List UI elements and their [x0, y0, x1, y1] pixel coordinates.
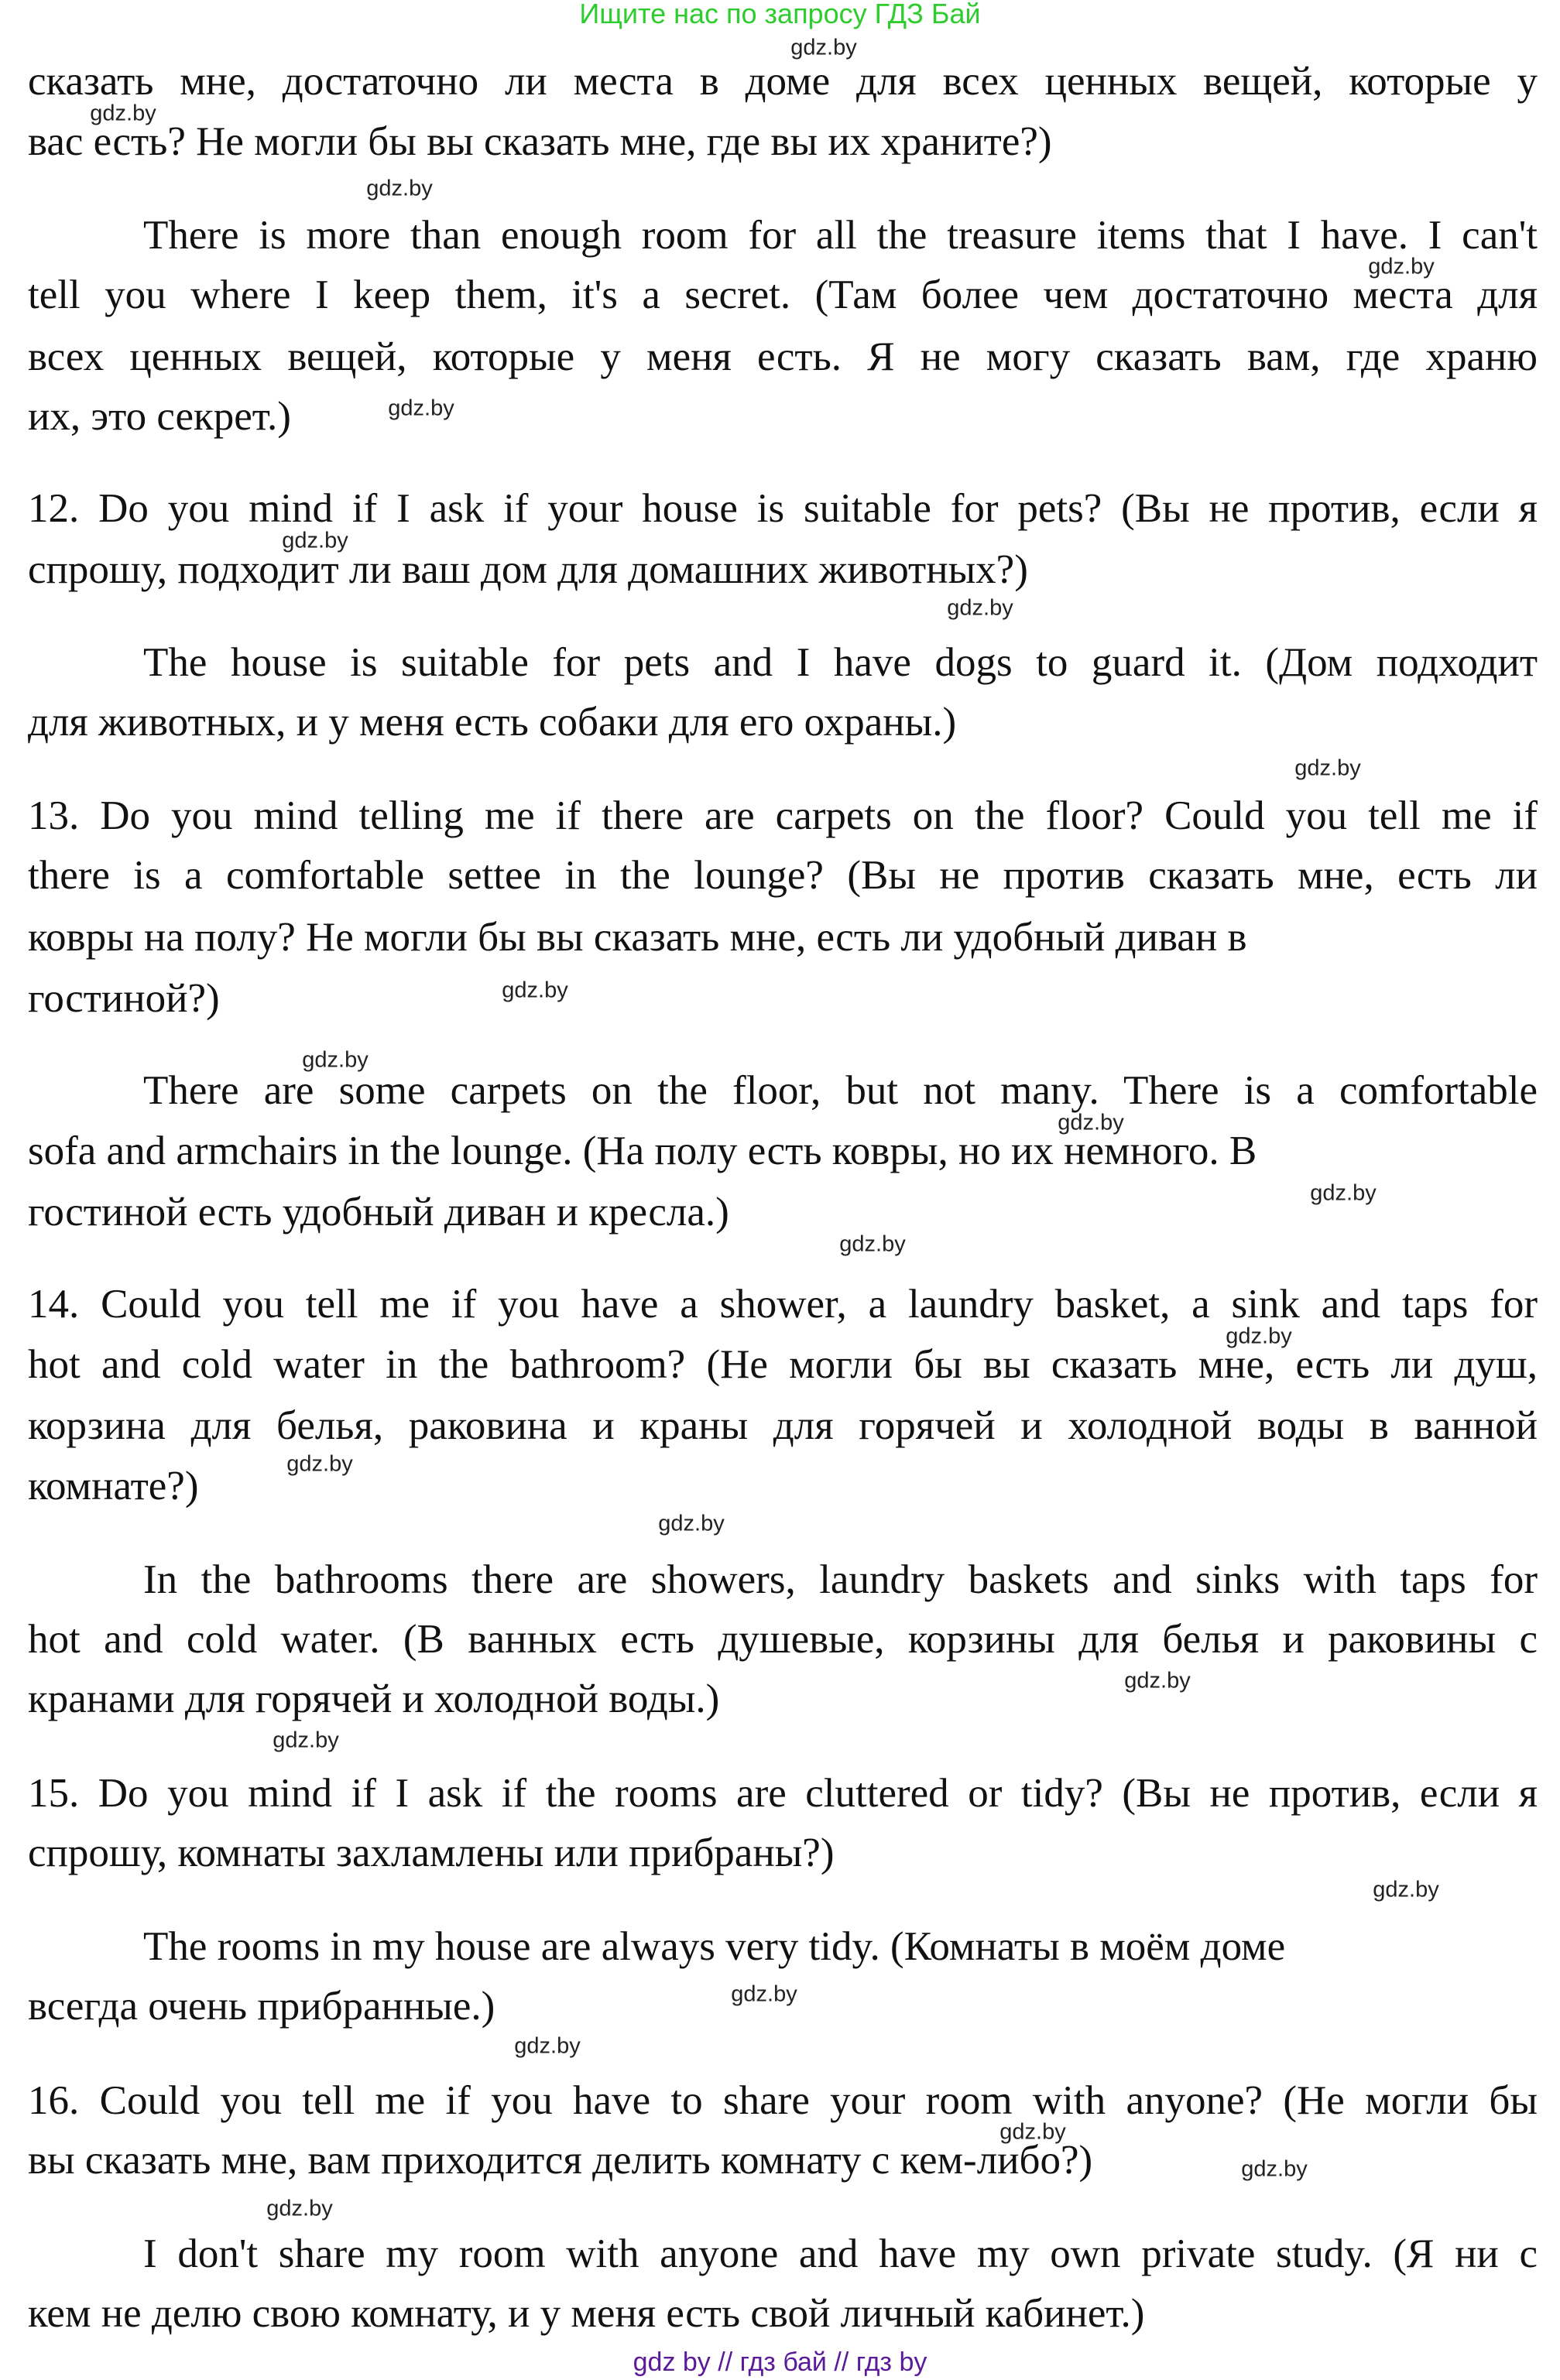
- text-line: There is more than enough room for all the treasure items that I have. I can't: [143, 213, 1538, 258]
- text-line: tell you where I keep them, it's a secret. (Там более чем достаточно места для: [28, 272, 1538, 317]
- footer-site-links: gdz by // гдз бай // гдз by: [633, 2347, 927, 2377]
- text-line: hot and cold water. (В ванных есть душевые, корзины для белья и раковины с: [28, 1617, 1538, 1662]
- watermark: gdz.by: [839, 1231, 906, 1257]
- watermark: gdz.by: [790, 35, 857, 60]
- watermark: gdz.by: [514, 2033, 581, 2059]
- text-line: гостиной?): [28, 976, 220, 1021]
- text-line: всех ценных вещей, которые у меня есть. Я не могу сказать вам, где храню: [28, 334, 1538, 379]
- text-line: спрошу, комнаты захламлены или прибраны?): [28, 1830, 835, 1875]
- text-line: спрошу, подходит ли ваш дом для домашних животных?): [28, 547, 1028, 592]
- text-line: комнате?): [28, 1464, 199, 1508]
- watermark: gdz.by: [266, 2196, 333, 2221]
- watermark: gdz.by: [273, 1728, 339, 1753]
- watermark: gdz.by: [90, 101, 156, 126]
- text-line: ковры на полу? Не могли бы вы сказать мне, есть ли удобный диван в: [28, 915, 1247, 960]
- watermark: gdz.by: [1124, 1668, 1191, 1693]
- watermark: gdz.by: [999, 2119, 1066, 2145]
- watermark: gdz.by: [658, 1511, 725, 1536]
- text-line: корзина для белья, раковина и краны для горячей и холодной воды в ванной: [28, 1403, 1538, 1448]
- text-line: вы сказать мне, вам приходится делить комнату с кем-либо?): [28, 2138, 1093, 2183]
- watermark: gdz.by: [502, 978, 568, 1003]
- watermark: gdz.by: [1226, 1324, 1292, 1349]
- text-line: there is a comfortable settee in the lounge? (Вы не против сказать мне, есть ли: [28, 853, 1538, 898]
- text-line: вас есть? Не могли бы вы сказать мне, где вы их храните?): [28, 119, 1052, 164]
- watermark: gdz.by: [282, 528, 348, 553]
- question-13: 13. Do you mind telling me if there are carpets on the floor? Could you tell me if: [28, 793, 1538, 838]
- watermark: gdz.by: [731, 1981, 797, 2007]
- watermark: gdz.by: [286, 1451, 353, 1477]
- watermark: gdz.by: [1310, 1180, 1377, 1206]
- text-line: гостиной есть удобный диван и кресла.): [28, 1190, 729, 1235]
- answer-14: In the bathrooms there are showers, laundry baskets and sinks with taps for: [143, 1557, 1538, 1602]
- answer-12: The house is suitable for pets and I have dogs to guard it. (Дом подходит: [143, 640, 1538, 685]
- text-line: hot and cold water in the bathroom? (Не могли бы вы сказать мне, есть ли душ,: [28, 1342, 1538, 1387]
- watermark: gdz.by: [1241, 2156, 1308, 2182]
- text-line: для животных, и у меня есть собаки для его охраны.): [28, 700, 957, 745]
- text-line: кранами для горячей и холодной воды.): [28, 1676, 720, 1721]
- question-12: 12. Do you mind if I ask if your house is suitable for pets? (Вы не против, если я: [28, 486, 1538, 531]
- answer-15: The rooms in my house are always very tidy. (Комнаты в моём доме: [143, 1924, 1286, 1969]
- question-16: 16. Could you tell me if you have to share your room with anyone? (Не могли бы: [28, 2078, 1538, 2123]
- watermark: gdz.by: [947, 595, 1013, 621]
- text-line: кем не делю свою комнату, и у меня есть свой личный кабинет.): [28, 2291, 1145, 2336]
- watermark: gdz.by: [1368, 254, 1435, 279]
- question-14: 14. Could you tell me if you have a shower, a laundry basket, a sink and taps for: [28, 1282, 1538, 1327]
- question-15: 15. Do you mind if I ask if the rooms are cluttered or tidy? (Вы не против, если я: [28, 1771, 1538, 1816]
- watermark: gdz.by: [1058, 1110, 1124, 1135]
- text-line: сказать мне, достаточно ли места в доме для всех ценных вещей, которые у: [28, 59, 1538, 104]
- search-hint-header: Ищите нас по запросу ГДЗ Бай: [579, 0, 981, 29]
- text-line: их, это секрет.): [28, 394, 291, 439]
- watermark: gdz.by: [302, 1047, 369, 1073]
- watermark: gdz.by: [1373, 1877, 1439, 1902]
- text-line: sofa and armchairs in the lounge. (На полу есть ковры, но их немного. В: [28, 1128, 1257, 1173]
- text-line: всегда очень прибранные.): [28, 1984, 495, 2029]
- answer-16: I don't share my room with anyone and have my own private study. (Я ни с: [143, 2231, 1538, 2276]
- answer-13: There are some carpets on the floor, but not many. There is a comfortable: [143, 1068, 1538, 1113]
- watermark: gdz.by: [1294, 755, 1361, 781]
- watermark: gdz.by: [366, 176, 433, 201]
- watermark: gdz.by: [388, 396, 454, 421]
